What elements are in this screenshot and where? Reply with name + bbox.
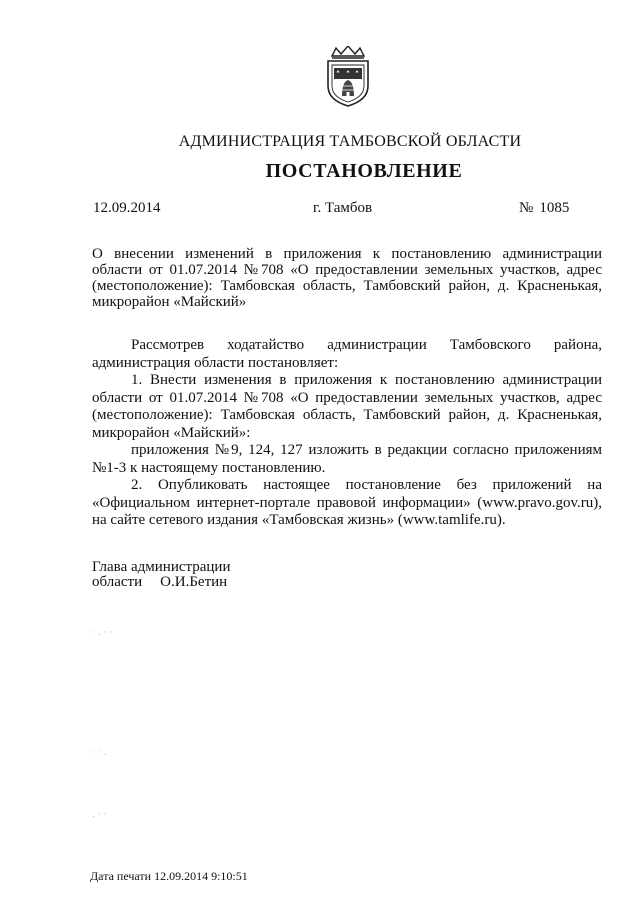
- number-value: 1085: [539, 200, 570, 216]
- number-sign: №: [519, 200, 534, 216]
- tambov-coat-of-arms-icon: [322, 46, 374, 108]
- scan-artifact: · · .: [92, 748, 107, 758]
- signature-title-line1: Глава администрации: [92, 559, 231, 575]
- scan-artifact: . · ·: [92, 810, 107, 820]
- signature-block: [92, 560, 230, 590]
- print-date-footer: Дата печати 12.09.2014 9:10:51: [90, 869, 248, 883]
- signatory-name: О.И.Бетин: [160, 574, 228, 590]
- heading-text: О внесении изменений в приложения к постановлению администрации области от 01.07.2014 №708 «О предоставлении земельных участков, адрес (местоположение): Тамбовская область, Тамбовский район, д. Красненькая, микрорайон «Майский»: [92, 246, 602, 310]
- scan-artifact: · . · ·: [92, 628, 113, 638]
- document-date: 12.09.2014: [93, 200, 161, 216]
- signature-line: [92, 575, 230, 590]
- body-paragraph-annex: приложения №9, 124, 127 изложить в редакции согласно приложениям №1-3 к настоящему постановлению.: [92, 442, 602, 476]
- document-number: [519, 200, 569, 217]
- body-paragraph-intro: Рассмотрев ходатайство администрации Тамбовского района, администрация области постановляет:: [92, 337, 602, 371]
- document-city: г. Тамбов: [313, 200, 373, 216]
- signature-title-line2: области: [92, 574, 143, 590]
- document-body: [92, 337, 602, 530]
- body-paragraph-item-2: 2. Опубликовать настоящее постановление без приложений на «Официальном интернет-портале правовой информации» (www.pravo.gov.ru), на сайте сетевого издания «Тамбовская жизнь» (www.tamlife.ru).: [92, 477, 602, 528]
- body-paragraph-item-1: 1. Внести изменения в приложения к постановлению администрации области от 01.07.2014 №708 «О предоставлении земельных участков, адрес (местоположение): Тамбовская область, Тамбовский район, д. Красненькая, микрорайон «Майский»:: [92, 372, 602, 441]
- document-type-title: ПОСТАНОВЛЕНИЕ: [265, 160, 463, 182]
- organization-name: АДМИНИСТРАЦИЯ ТАМБОВСКОЙ ОБЛАСТИ: [178, 133, 522, 150]
- document-heading: [92, 246, 602, 310]
